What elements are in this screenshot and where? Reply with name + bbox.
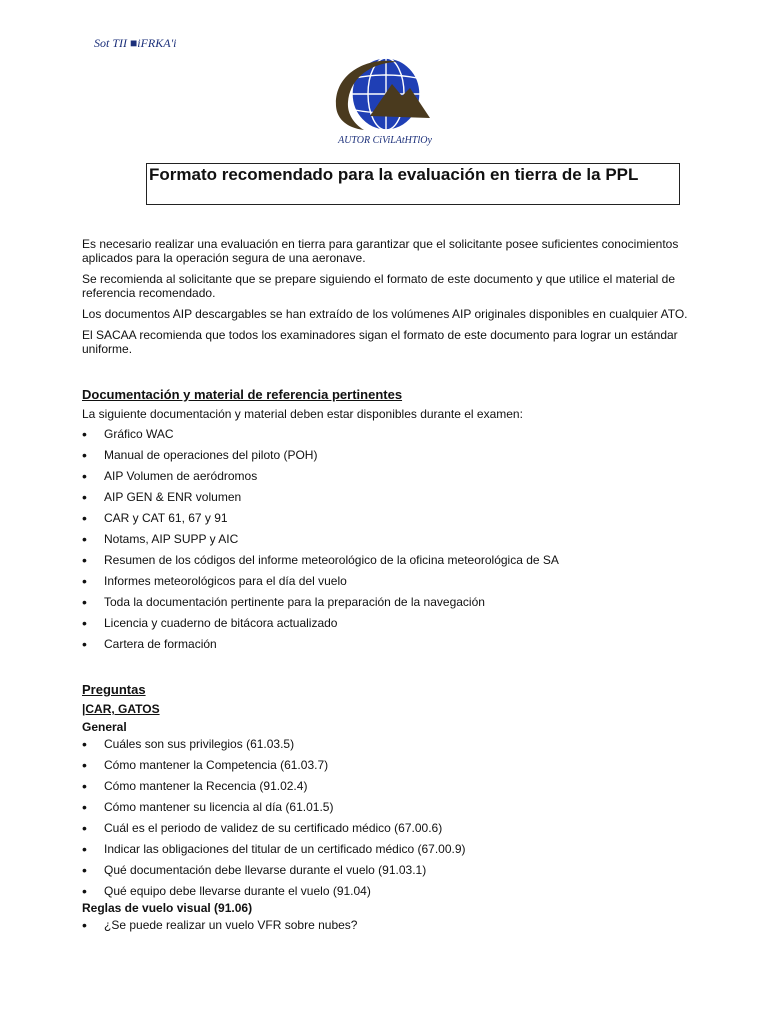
bullet-icon: • [82, 917, 87, 933]
bullet-icon: • [82, 757, 87, 773]
list-item: • Qué documentación debe llevarse durante el vuelo (91.03.1) [82, 862, 427, 878]
list-item: • AIP Volumen de aeródromos [82, 468, 258, 484]
questions-subheading: |CAR, GATOS [82, 702, 160, 716]
bullet-icon: • [82, 778, 87, 794]
bullet-icon: • [82, 841, 87, 857]
bullet-icon: • [82, 736, 87, 752]
documentation-heading: Documentación y material de referencia pertinentes [82, 387, 403, 402]
bullet-icon: • [82, 468, 87, 484]
title-box [146, 163, 680, 205]
logo-caption: AUTOR CiViLAtHTlOy [338, 135, 432, 146]
list-item: • Cartera de formación [82, 636, 217, 652]
list-item: • Cuál es el periodo de validez de su certificado médico (67.00.6) [82, 820, 443, 836]
list-item: • Cómo mantener la Recencia (91.02.4) [82, 778, 308, 794]
list-item: • Qué equipo debe llevarse durante el vuelo (91.04) [82, 883, 371, 899]
intro-paragraph: Los documentos AIP descargables se han extraído de los volúmenes AIP originales disponibles en cualquier ATO. [82, 307, 688, 321]
questions-heading: Preguntas [82, 682, 146, 697]
bullet-icon: • [82, 883, 87, 899]
intro-paragraph: Es necesario realizar una evaluación en tierra para garantizar que el solicitante posee suficientes conocimientos aplicados para la operación segura de una aeronave. [82, 237, 679, 265]
list-item: • Informes meteorológicos para el día del vuelo [82, 573, 347, 589]
bullet-icon: • [82, 426, 87, 442]
list-item: • Manual de operaciones del piloto (POH) [82, 447, 318, 463]
list-item: • ¿Se puede realizar un vuelo VFR sobre nubes? [82, 917, 358, 933]
bullet-icon: • [82, 862, 87, 878]
documentation-list [82, 427, 692, 651]
page-title: Formato recomendado para la evaluación en tierra de la PPL [149, 165, 639, 184]
list-item: • Toda la documentación pertinente para la preparación de la navegación [82, 594, 485, 610]
intro-paragraph: El SACAA recomienda que todos los examinadores sigan el formato de este documento para lograr un estándar uniforme. [82, 328, 678, 356]
bullet-icon: • [82, 573, 87, 589]
bullet-icon: • [82, 510, 87, 526]
bullet-icon: • [82, 489, 87, 505]
header-note: Sot TII ■iFRKA'i [94, 36, 177, 50]
intro-paragraph: Se recomienda al solicitante que se prepare siguiendo el formato de este documento y que utilice el material de referencia recomendado. [82, 272, 676, 300]
bullet-icon: • [82, 615, 87, 631]
documentation-lead: La siguiente documentación y material deben estar disponibles durante el examen: [82, 407, 523, 421]
vfr-heading: Reglas de vuelo visual (91.06) [82, 901, 253, 915]
list-item: • Notams, AIP SUPP y AIC [82, 531, 239, 547]
list-item: • CAR y CAT 61, 67 y 91 [82, 510, 228, 526]
bullet-icon: • [82, 799, 87, 815]
list-item: • Cuáles son sus privilegios (61.03.5) [82, 736, 295, 752]
list-item: • Indicar las obligaciones del titular de un certificado médico (67.00.9) [82, 841, 466, 857]
general-questions-list [82, 737, 692, 898]
list-item: • Gráfico WAC [82, 426, 174, 442]
list-item: • Resumen de los códigos del informe meteorológico de la oficina meteorológica de SA [82, 552, 559, 568]
bullet-icon: • [82, 447, 87, 463]
civil-aviation-authority-logo [330, 54, 438, 138]
list-item: • AIP GEN & ENR volumen [82, 489, 242, 505]
bullet-icon: • [82, 636, 87, 652]
bullet-icon: • [82, 820, 87, 836]
bullet-icon: • [82, 552, 87, 568]
list-item: • Licencia y cuaderno de bitácora actualizado [82, 615, 338, 631]
bullet-icon: • [82, 531, 87, 547]
list-item: • Cómo mantener la Competencia (61.03.7) [82, 757, 329, 773]
bullet-icon: • [82, 594, 87, 610]
list-item: • Cómo mantener su licencia al día (61.01.5) [82, 799, 334, 815]
document-body [82, 237, 692, 939]
vfr-questions-list [82, 918, 692, 932]
general-heading: General [82, 720, 127, 734]
